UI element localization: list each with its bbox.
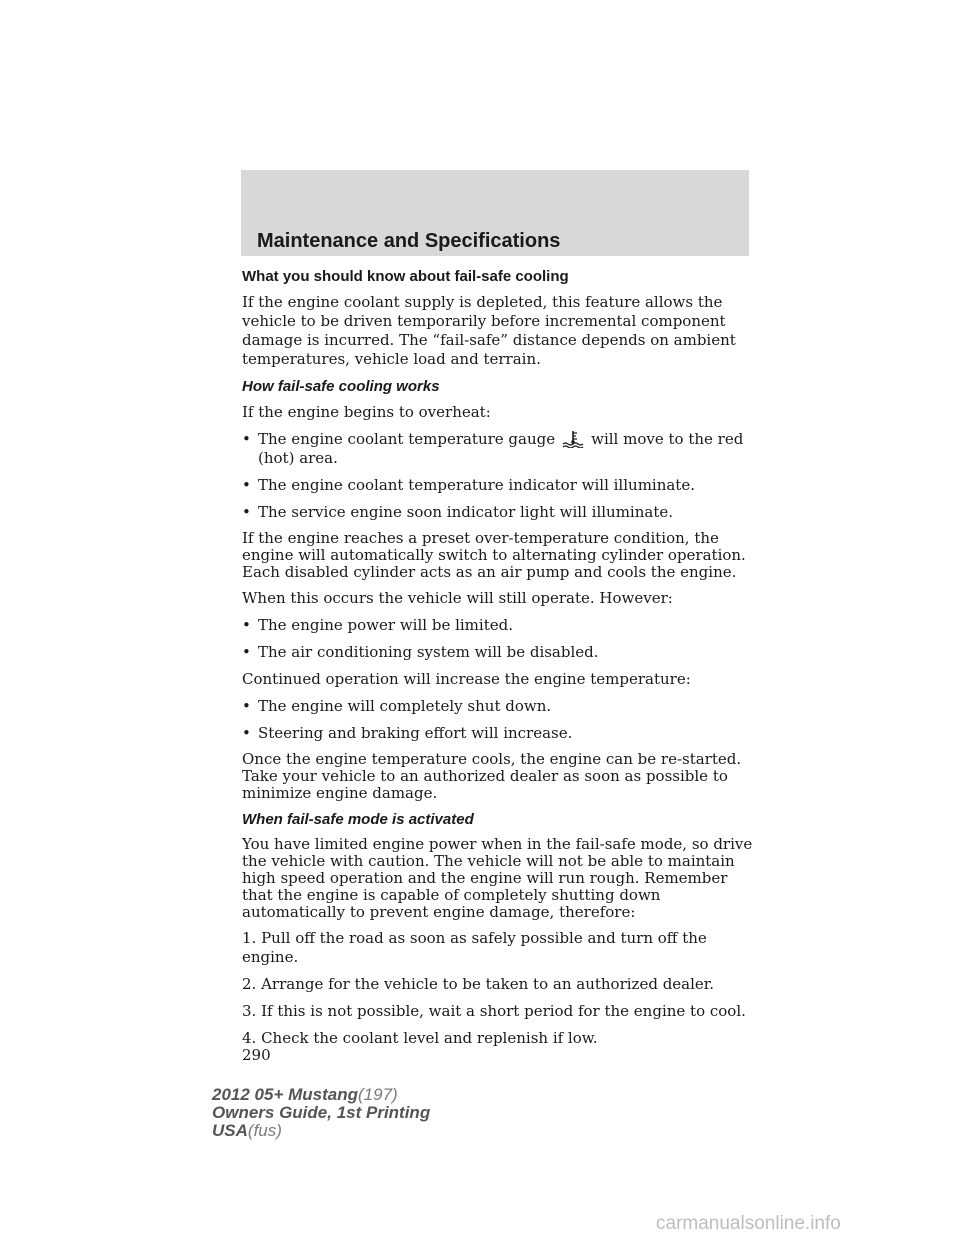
list-item-text: Steering and braking effort will increase. — [258, 724, 573, 742]
bullet-marker: • — [242, 643, 251, 661]
list-item-text: The engine coolant temperature indicator will illuminate. — [258, 476, 695, 494]
list-item — [242, 476, 754, 495]
footer-market: USA — [212, 1121, 248, 1140]
activated-heading: When fail-safe mode is activated — [242, 811, 474, 828]
bullet-marker: • — [242, 476, 251, 494]
list-item-text: The engine power will be limited. — [258, 616, 513, 634]
coolant-temperature-icon — [561, 430, 585, 448]
overheat-intro: If the engine begins to overheat: — [242, 403, 491, 421]
step-2: 2. Arrange for the vehicle to be taken to an authorized dealer. — [242, 975, 715, 993]
gauge-text-after: will move to the red (hot) area. — [258, 430, 744, 467]
list-item — [242, 616, 754, 635]
section-title: Maintenance and Specifications — [257, 230, 561, 252]
fail-safe-heading: What you should know about fail-safe cooling — [242, 268, 569, 285]
step-4: 4. Check the coolant level and replenish if low. — [242, 1029, 598, 1047]
footer-line-2 — [212, 1104, 430, 1122]
footer-guide: Owners Guide, 1st Printing — [212, 1103, 431, 1122]
step-3: 3. If this is not possible, wait a short period for the engine to cool. — [242, 1002, 746, 1020]
bullet-marker: • — [242, 616, 251, 634]
page-content — [242, 267, 754, 1065]
bullet-marker: • — [242, 430, 251, 448]
list-item — [242, 697, 754, 716]
list-item — [242, 724, 754, 743]
activated-paragraph: You have limited engine power when in the fail-safe mode, so drive the vehicle with caution. The vehicle will not be able to maintain high speed operation and the engine will run rough. Remember that the engine is capable of completely shutting down automatically to prevent engine damage, therefore: — [242, 835, 753, 921]
list-item — [242, 503, 754, 522]
page-number: 290 — [242, 1046, 271, 1064]
list-item — [242, 643, 754, 662]
once-cools-paragraph: Once the engine temperature cools, the engine can be re-started. Take your vehicle to an authorized dealer as soon as possible to minimize engine damage. — [242, 750, 742, 802]
list-item — [242, 430, 754, 468]
bullet-marker: • — [242, 503, 251, 521]
footer-model: 2012 05+ Mustang — [212, 1085, 358, 1104]
list-item-text: The engine will completely shut down. — [258, 697, 552, 715]
fail-safe-intro: If the engine coolant supply is depleted, this feature allows the vehicle to be driven temporarily before incremental component damage is incurred. The “fail-safe” distance depends on ambient temperatures, vehicle load and terrain. — [242, 293, 736, 368]
when-occurs-paragraph: When this occurs the vehicle will still operate. However: — [242, 589, 673, 607]
footer-market-code: (fus) — [247, 1121, 282, 1140]
step-1: 1. Pull off the road as soon as safely possible and turn off the engine. — [242, 929, 707, 966]
gauge-text-before: The engine coolant temperature gauge — [258, 430, 556, 448]
list-item-text: The air conditioning system will be disabled. — [258, 643, 599, 661]
print-footer — [212, 1086, 430, 1140]
footer-line-3 — [212, 1122, 430, 1140]
how-it-works-heading: How fail-safe cooling works — [242, 378, 440, 395]
footer-line-1 — [212, 1086, 430, 1104]
footer-model-code: (197) — [358, 1085, 398, 1104]
bullet-marker: • — [242, 724, 251, 742]
watermark: carmanualsonline.info — [656, 1213, 841, 1234]
preset-paragraph: If the engine reaches a preset over-temperature condition, the engine will automatically switch to alternating cylinder operation. Each disabled cylinder acts as an air pump and cools the engine. — [242, 529, 746, 581]
bullet-marker: • — [242, 697, 251, 715]
list-item-text: The service engine soon indicator light will illuminate. — [258, 503, 674, 521]
section-header-band — [241, 170, 749, 256]
continued-paragraph: Continued operation will increase the engine temperature: — [242, 670, 691, 688]
